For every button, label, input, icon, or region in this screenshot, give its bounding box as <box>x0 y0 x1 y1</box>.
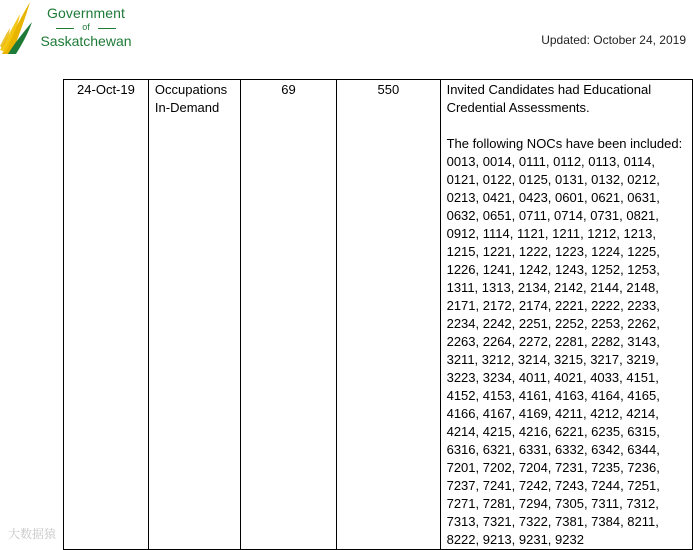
draw-results-table <box>63 79 693 550</box>
noc-line: 2171, 2172, 2174, 2221, 2222, 2233, <box>446 298 660 313</box>
noc-line: 0213, 0421, 0423, 0601, 0621, 0631, <box>446 190 660 205</box>
notes-spacer <box>447 117 686 135</box>
notes-line: Credential Assessments. <box>446 100 590 115</box>
logo-line-government: Government <box>46 5 126 21</box>
noc-line: 0912, 1114, 1121, 1211, 1212, 1213, <box>446 226 656 241</box>
government-logo[interactable] <box>0 0 140 60</box>
noc-line: 3211, 3212, 3214, 3215, 3217, 3219, <box>446 352 659 367</box>
invitations-cell: 69 <box>240 80 336 550</box>
updated-date: Updated: October 24, 2019 <box>541 33 686 47</box>
noc-line: 0013, 0014, 0111, 0112, 0113, 0114, <box>446 154 656 169</box>
noc-line: 7201, 7202, 7204, 7231, 7235, 7236, <box>446 460 660 475</box>
category-cell <box>148 80 240 550</box>
noc-line: 1311, 1313, 2134, 2142, 2144, 2148, <box>446 280 659 295</box>
logo-line-saskatchewan: Saskatchewan <box>40 33 132 49</box>
notes-intro: The following NOCs have been included: <box>446 136 683 151</box>
wheat-sheaf-icon <box>0 0 34 56</box>
noc-line: 2263, 2264, 2272, 2281, 2282, 3143, <box>446 334 660 349</box>
noc-line: 4152, 4153, 4161, 4163, 4164, 4165, <box>446 388 660 403</box>
noc-line: 8222, 9213, 9231, 9232 <box>446 532 584 547</box>
noc-line: 6316, 6321, 6331, 6332, 6342, 6344, <box>446 442 660 457</box>
logo-line-of: of <box>34 23 138 32</box>
table-row <box>64 80 693 550</box>
notes-line: Invited Candidates had Educational <box>446 82 652 97</box>
noc-line: 4166, 4167, 4169, 4211, 4212, 4214, <box>446 406 659 421</box>
noc-line: 4214, 4215, 4216, 6221, 6235, 6315, <box>446 424 660 439</box>
noc-line: 7271, 7281, 7294, 7305, 7311, 7312, <box>446 496 659 511</box>
category-line: Occupations <box>154 82 228 97</box>
noc-line: 1215, 1221, 1222, 1223, 1224, 1225, <box>446 244 660 259</box>
noc-line: 7237, 7241, 7242, 7243, 7244, 7251, <box>446 478 660 493</box>
logo-wordmark <box>34 6 138 48</box>
watermark-text: 大数据猿 <box>8 527 57 541</box>
notes-cell <box>440 80 692 550</box>
noc-line: 0632, 0651, 0711, 0714, 0731, 0821, <box>446 208 659 223</box>
category-line: In-Demand <box>154 100 220 115</box>
noc-line: 2234, 2242, 2251, 2252, 2253, 2262, <box>446 316 660 331</box>
lowest-score-cell: 550 <box>337 80 440 550</box>
noc-line: 1226, 1241, 1242, 1243, 1252, 1253, <box>446 262 660 277</box>
draw-date-cell: 24-Oct-19 <box>64 80 149 550</box>
noc-line: 3223, 3234, 4011, 4021, 4033, 4151, <box>446 370 659 385</box>
noc-line: 7313, 7321, 7322, 7381, 7384, 8211, <box>446 514 659 529</box>
noc-line: 0121, 0122, 0125, 0131, 0132, 0212, <box>446 172 660 187</box>
